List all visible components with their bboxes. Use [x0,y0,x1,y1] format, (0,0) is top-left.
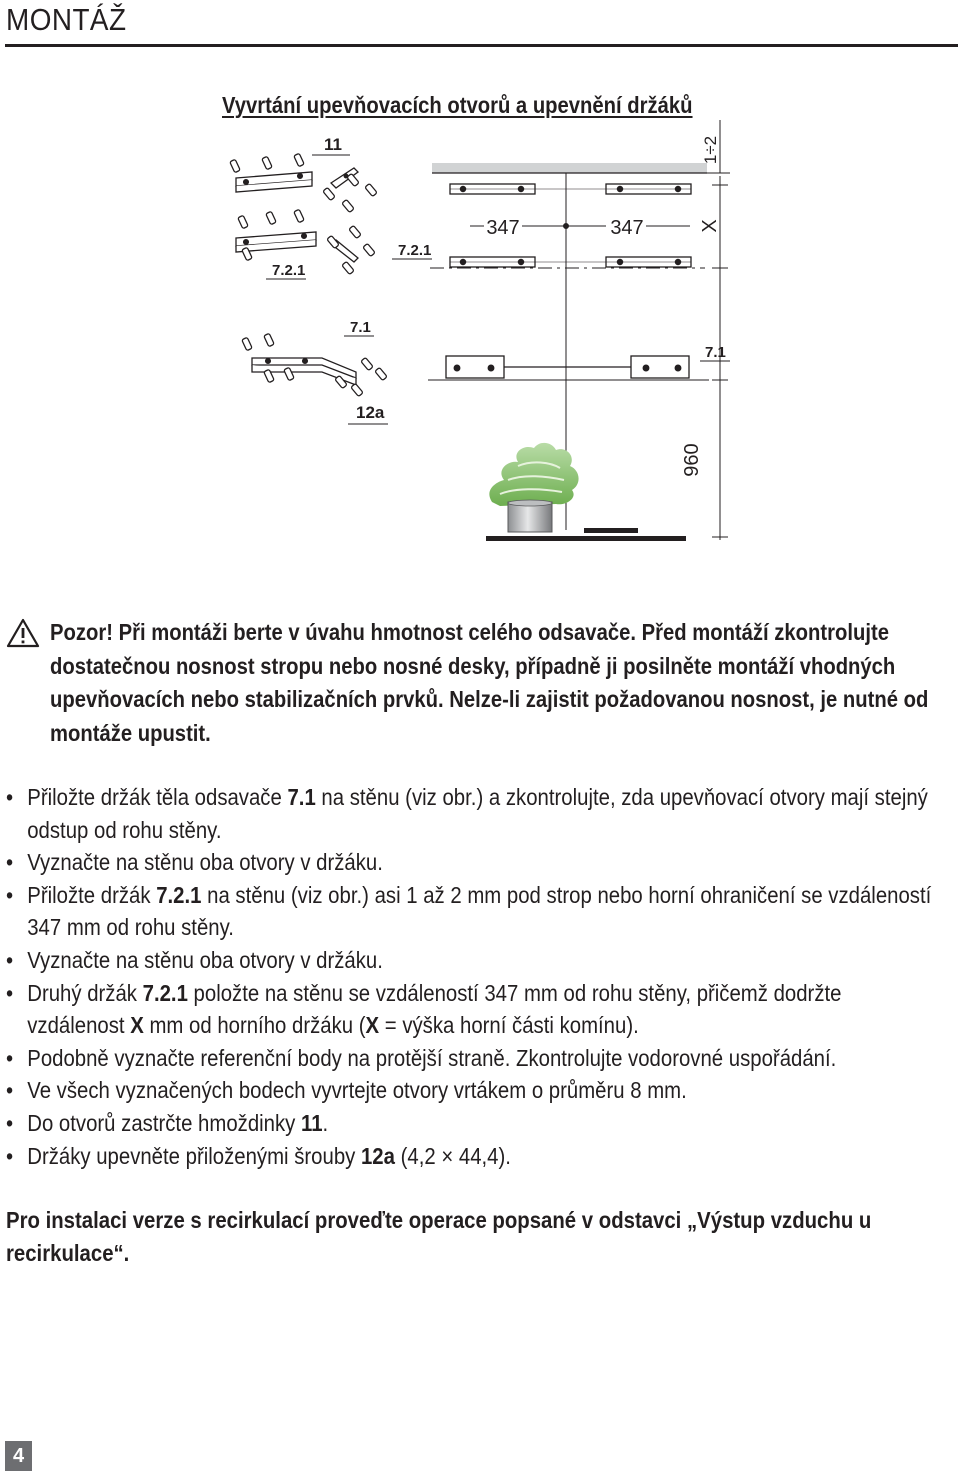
bracket-detail-middle [236,209,375,274]
middle-brackets [450,257,691,267]
list-item: • Do otvorů zastrčte hmoždinky 11. [6,1109,329,1136]
label-bracket-small-left: 7.2.1 [272,262,306,279]
label-bracket-main-top: 7.1 [350,319,371,336]
title-divider [5,44,958,47]
upper-brackets [450,184,691,194]
mounting-diagram [0,120,960,550]
dim-label-height: 960 [681,443,703,477]
list-item: • Vyznačte na stěnu oba otvory v držáku. [6,849,383,876]
list-item: • Ve všech vyznačených bodech vyvrtejte otvory vrtákem o průměru 8 mm. [6,1077,687,1104]
pot-icon [508,500,552,532]
list-item: • Podobně vyznačte referenční body na protější straně. Zkontrolujte vodorovné uspořádání. [6,1044,837,1071]
page-title: MONTÁŽ [6,2,127,37]
dim-label-right: 347 [610,217,644,239]
dim-label-gap: 1÷2 [701,135,720,165]
label-screw: 12a [356,403,385,422]
figure-heading: Vyvrtání upevňovacích otvorů a upevnění držáků [222,92,693,118]
recirculation-note: Pro instalaci verze s recirkulací proveďte operace popsané v odstavci „Výstup vzduchu u recirkulace“. [6,1207,872,1266]
list-item: • Druhý držák 7.2.1 položte na stěnu se vzdáleností 347 mm od rohu stěny, přičemž dodržte vzdálenost X mm od horního držáku (X = výška horní části komínu). [6,979,842,1039]
list-item: • Přiložte držák 7.2.1 na stěnu (viz obr.) asi 1 až 2 mm pod strop nebo horní ohraničení se vzdáleností 347 mm od rohu stěny. [6,881,932,941]
warning-text: Pozor! Při montáži berte v úvahu hmotnost celého odsavače. Před montáží zkontrolujte dostatečnou nosnost stropu nebo nosné desky, případně ji posilněte montáží vhodných upevňovacích nebo stabilizačních prvků. Nelze-li zajistit požadovanou nosnost, je nutné od montáže upustit. [50,619,929,746]
bracket-detail-top [230,153,377,212]
dim-label-left: 347 [486,217,520,239]
list-item: • Držáky upevněte přiloženými šrouby 12a (4,2 × 44,4). [6,1142,511,1169]
steam-illustration [489,443,578,506]
bracket-detail-main [242,333,387,396]
dim-label-x: X [699,219,721,233]
dimension-vertical [706,120,730,540]
label-plug: 11 [324,135,342,154]
list-item: • Přiložte držák těla odsavače 7.1 na stěnu (viz obr.) a zkontrolujte, zda upevňovací otvory mají stejný odstup od rohu stěny. [6,784,928,843]
ceiling [432,163,707,173]
label-bracket-small-right: 7.2.1 [398,242,432,259]
page-number: 4 [5,1441,32,1471]
main-bracket [428,356,709,380]
instruction-list [6,781,944,1172]
label-bracket-main-right: 7.1 [705,344,726,361]
list-item: • Vyznačte na stěnu oba otvory v držáku. [6,946,383,973]
warning-triangle-icon [6,618,40,648]
